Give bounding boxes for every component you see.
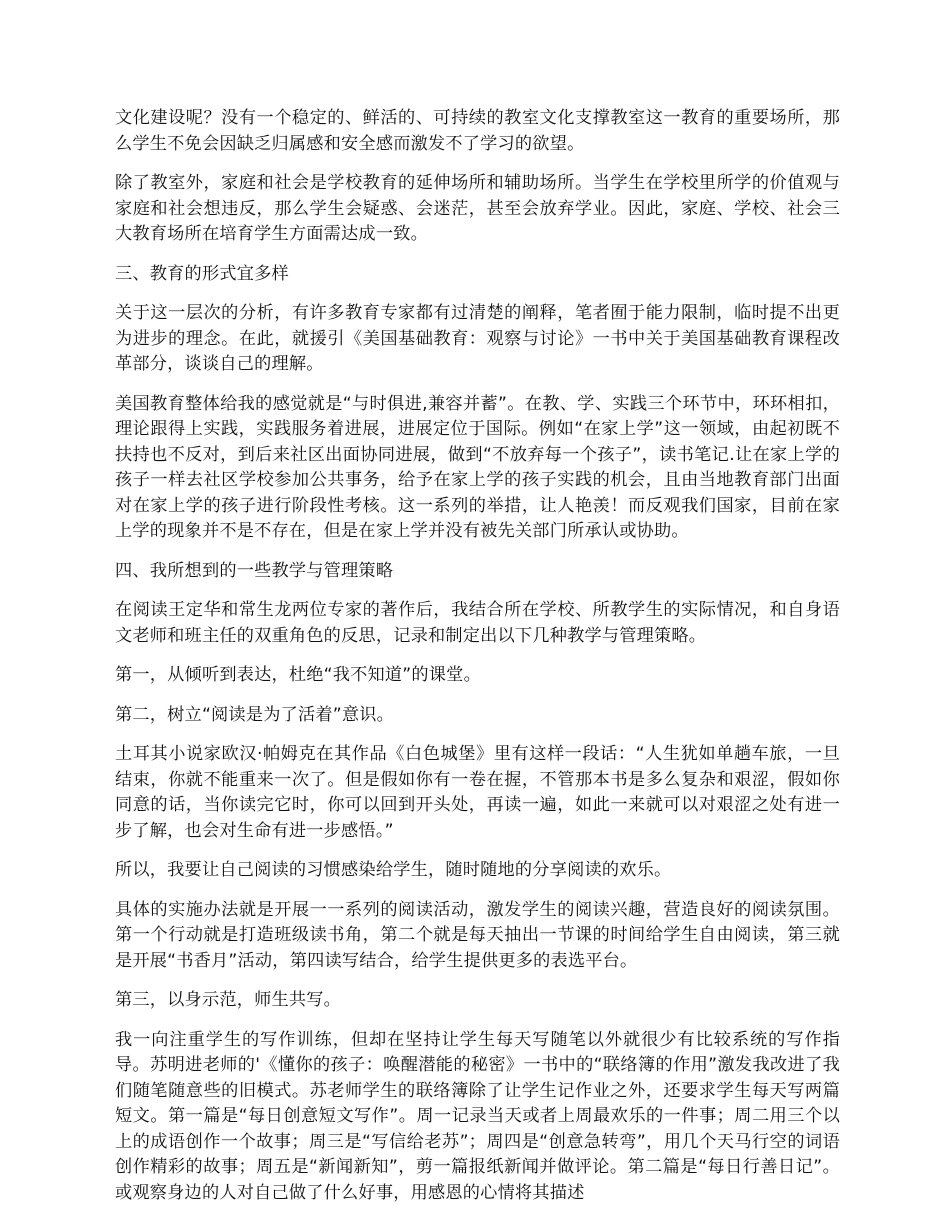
paragraph-share-reading: 所以，我要让自己阅读的习惯感染给学生，随时随地的分享阅读的欢乐。: [115, 860, 672, 880]
paragraph-classroom-culture: 文化建设呢？没有一个稳定的、鲜活的、可持续的教室文化支撑教室这一教育的重要场所，那么学生不免会因缺乏归属感和安全感而激发不了学习的欲望。: [115, 108, 840, 154]
paragraph-writing-training: 我一向注重学生的写作训练，但却在坚持让学生每天写随笔以外就很少有比较系统的写作指导。苏明进老师的'《懂你的孩子：唤醒潜能的秘密》一书中的“联络簿的作用”激发我改进了我们随笔随意些的旧模式。苏老师学生的联络簿除了让学生记作业之外，还要求学生每天写两篇短文。第一篇是“每日创意短文写作”。周一记录当天或者上周最欢乐的一件事；周二用三个以上的成语创作一个故事；周三是“写信给老苏”；周四是“创意急转弯”，用几个天马行空的词语创作精彩的故事；周五是“新闻新知”，剪一篇报纸新闻并做评论。第二篇是“每日行善日记”。或观察身边的人对自己做了什么好事，用感恩的心情将其描述: [115, 1029, 840, 1203]
paragraph-second-strategy: 第二，树立“阅读是为了活着”意识。: [115, 704, 395, 725]
paragraph-quote: 土耳其小说家欧汉·帕姆克在其作品《白色城堡》里有这样一段话：“人生犹如单趟车旅，一旦结束，你就不能重来一次了。但是假如你有一卷在握，不管那本书是多么复杂和艰涩，假如你同意的话，当你读完它时，你可以回到开头处，再读一遍，如此一来就可以对艰涩之处有进一步了解，也会对生命有进一步感悟。”: [115, 744, 840, 841]
paragraph-family-society: 除了教室外，家庭和社会是学校教育的延伸场所和辅助场所。当学生在学校里所学的价值观与家庭和社会想违反，那么学生会疑惑、会迷茫，甚至会放弃学业。因此，家庭、学校、社会三大教育场所在培育学生方面需达成一致。: [115, 173, 840, 244]
paragraph-first-strategy: 第一，从倾听到表达，杜绝“我不知道”的课堂。: [115, 665, 481, 685]
paragraph-analysis: 关于这一层次的分析，有许多教育专家都有过清楚的阐释，笔者囿于能力限制，临时提不出更为进步的理念。在此，就援引《美国基础教育：观察与讨论》一书中关于美国基础教育课程改革部分，谈谈自己的理解。: [115, 303, 840, 374]
paragraph-strategy-intro: 在阅读王定华和常生龙两位专家的著作后，我结合所在学校、所教学生的实际情况，和自身语文老师和班主任的双重角色的反思，记录和制定出以下几种教学与管理策略。: [115, 600, 840, 646]
paragraph-third-strategy: 第三，以身示范，师生共写。: [115, 990, 342, 1010]
section-heading-4: 四、我所想到的一些教学与管理策略: [115, 560, 394, 581]
paragraph-reading-activities: 具体的实施办法就是开展一一系列的阅读活动，激发学生的阅读兴趣，营造良好的阅读氛围。第一个行动就是打造班级读书角，第二个就是每天抽出一节课的时间给学生自由阅读，第三就是开展“书香月”活动，第四读写结合，给学生提供更多的表选平台。: [115, 899, 840, 971]
section-heading-3: 三、教育的形式宜多样: [115, 263, 289, 284]
document-page: [115, 106, 840, 1220]
paragraph-us-education: 美国教育整体给我的感觉就是“与时俱进,兼容并蓄”。在教、学、实践三个环节中，环环相扣，理论跟得上实践，实践服务着进展，进展定位于国际。例如“在家上学”这一领域，由起初既不扶持也不反对，到后来社区出面协同进展，做到“不放弃每一个孩子”，读书笔记.让在家上学的孩子一样去社区学校参加公共事务，给予在家上学的孩子实践的机会，且由当地教育部门出面对在家上学的孩子进行阶段性考核。这一系列的举措，让人艳羡！而反观我们国家，目前在家上学的现象并不是不存在，但是在家上学并没有被先关部门所承认或协助。: [115, 393, 840, 541]
